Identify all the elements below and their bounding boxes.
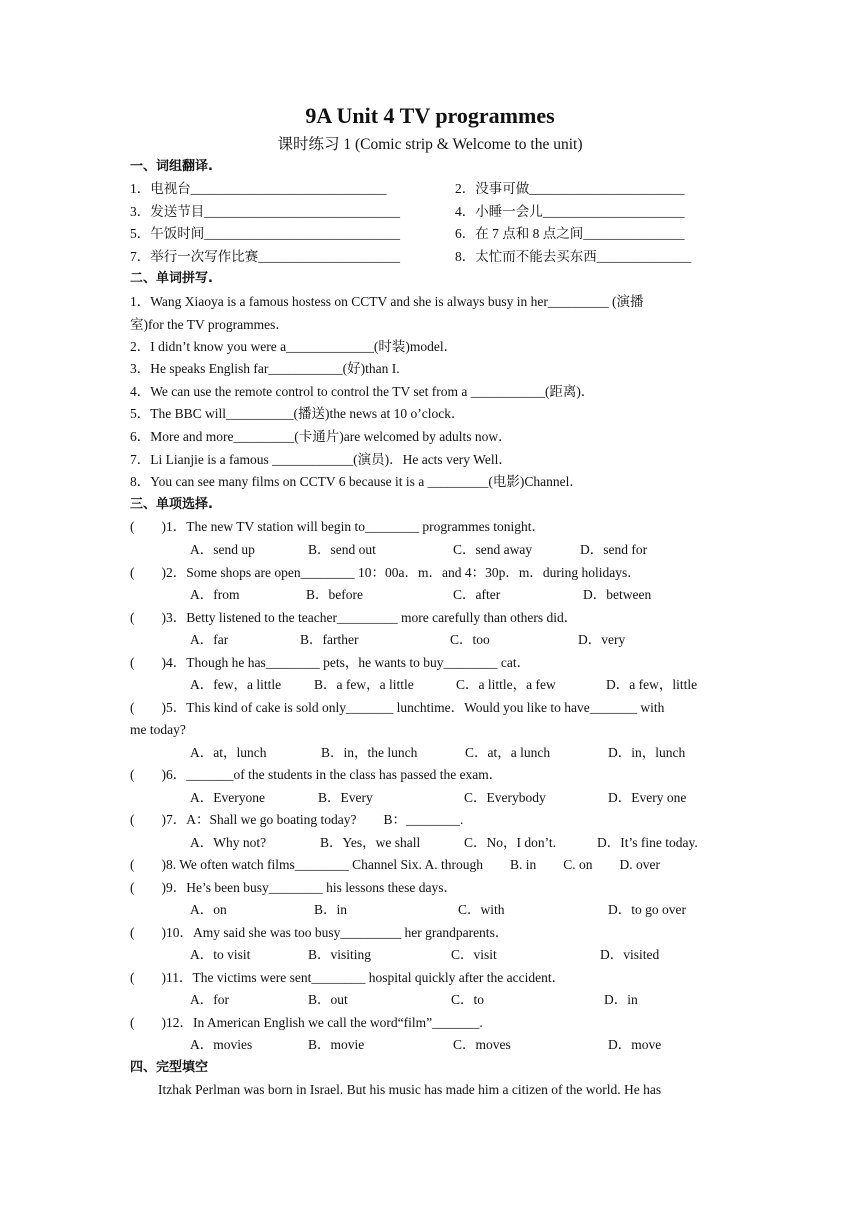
phrase-item: 6．在 7 点和 8 点之间_______________ bbox=[455, 226, 685, 241]
option-c: C．visit bbox=[451, 947, 497, 962]
option-b: B．out bbox=[308, 992, 348, 1007]
section-heading-3: 三、单项选择. bbox=[130, 497, 213, 512]
question-text: ( )7．A：Shall we go boating today? B：________. bbox=[130, 812, 464, 827]
option-d: D．in，lunch bbox=[608, 745, 686, 760]
question-text: ( )9．He’s been busy________ his lessons these days． bbox=[130, 880, 457, 895]
option-a: A．to visit bbox=[190, 947, 251, 962]
option-a: A．Everyone bbox=[190, 790, 265, 805]
option-a: A．Why not? bbox=[190, 835, 267, 850]
option-c: C．at，a lunch bbox=[465, 745, 551, 760]
option-c: C．too bbox=[450, 632, 490, 647]
option-d: D．It’s fine today. bbox=[597, 835, 698, 850]
option-c: C．a little，a few bbox=[456, 677, 556, 692]
option-d: D．visited bbox=[600, 947, 660, 962]
spelling-line: 4．We can use the remote control to control the TV set from a ___________(距离)． bbox=[130, 384, 595, 399]
option-c: C．send away bbox=[453, 542, 533, 557]
spelling-line: 7．Li Lianjie is a famous ____________(演员)．He acts very Well． bbox=[130, 452, 512, 467]
question-text: ( )3．Betty listened to the teacher_________ more carefully than others did． bbox=[130, 610, 578, 625]
option-a: A．from bbox=[190, 587, 240, 602]
question-text: ( )11．The victims were sent________ hospital quickly after the accident． bbox=[130, 970, 566, 985]
phrase-item: 5．午饭时间_____________________________ bbox=[130, 226, 400, 241]
spelling-line: 3．He speaks English far___________(好)than I. bbox=[130, 361, 400, 376]
cloze-passage: Itzhak Perlman was born in Israel. But his music has made him a citizen of the world. He has bbox=[158, 1082, 662, 1097]
option-b: B．in bbox=[314, 902, 348, 917]
question-text: ( )4．Though he has________ pets，he wants to buy________ cat． bbox=[130, 655, 531, 670]
section-heading-2: 二、单词拼写. bbox=[130, 271, 213, 286]
option-c: C．No，I don’t. bbox=[464, 835, 557, 850]
option-c: C．after bbox=[453, 587, 501, 602]
option-d: D．in bbox=[604, 992, 638, 1007]
phrase-item: 2．没事可做_______________________ bbox=[455, 181, 685, 196]
question-text: ( )8. We often watch films________ Channel Six. A. through B. in C. on D. over bbox=[130, 857, 660, 872]
option-b: B．Yes，we shall bbox=[320, 835, 421, 850]
spelling-line: 6．More and more_________(卡通片)are welcomed by adults now． bbox=[130, 429, 512, 444]
question-text: ( )6．_______of the students in the class has passed the exam． bbox=[130, 767, 503, 782]
phrase-item: 4．小睡一会儿_____________________ bbox=[455, 204, 685, 219]
section-heading-4: 四、完型填空 bbox=[130, 1060, 209, 1075]
question-text-cont: me today? bbox=[130, 722, 186, 737]
option-d: D．very bbox=[578, 632, 626, 647]
phrase-item: 3．发送节目_____________________________ bbox=[130, 204, 400, 219]
option-b: B．in，the lunch bbox=[321, 745, 418, 760]
option-d: D．a few，little bbox=[606, 677, 698, 692]
question-text: ( )1．The new TV station will begin to________ programmes tonight． bbox=[130, 519, 545, 534]
option-b: B．movie bbox=[308, 1037, 365, 1052]
spelling-line: 5．The BBC will__________(播送)the news at 10 o’clock． bbox=[130, 406, 465, 421]
option-c: C．Everybody bbox=[464, 790, 546, 805]
option-a: A．movies bbox=[190, 1037, 253, 1052]
spelling-line: 1．Wang Xiaoya is a famous hostess on CCTV and she is always busy in her_________ (演播 bbox=[130, 294, 644, 309]
option-c: C．to bbox=[451, 992, 485, 1007]
option-a: A．send up bbox=[190, 542, 255, 557]
section-heading-1: 一、词组翻译. bbox=[130, 159, 213, 174]
option-a: A．few，a little bbox=[190, 677, 282, 692]
option-b: B．farther bbox=[300, 632, 359, 647]
option-d: D．send for bbox=[580, 542, 648, 557]
option-c: C．with bbox=[458, 902, 505, 917]
option-a: A．far bbox=[190, 632, 229, 647]
page-subtitle: 课时练习 1 (Comic strip & Welcome to the unit) bbox=[277, 136, 583, 153]
spelling-line: 室)for the TV programmes． bbox=[130, 317, 289, 332]
option-b: B．send out bbox=[308, 542, 376, 557]
option-b: B．before bbox=[306, 587, 363, 602]
phrase-item: 8．太忙而不能去买东西______________ bbox=[455, 249, 692, 264]
spelling-line: 2．I didn’t know you were a_____________(时装)model． bbox=[130, 339, 458, 354]
option-a: A．on bbox=[190, 902, 227, 917]
option-b: B．Every bbox=[318, 790, 373, 805]
question-text: ( )10．Amy said she was too busy_________ her grandparents． bbox=[130, 925, 509, 940]
option-d: D．between bbox=[583, 587, 652, 602]
spelling-line: 8．You can see many films on CCTV 6 because it is a _________(电影)Channel． bbox=[130, 474, 583, 489]
phrase-item: 1．电视台_____________________________ bbox=[130, 181, 387, 196]
option-b: B．visiting bbox=[308, 947, 372, 962]
option-b: B．a few，a little bbox=[314, 677, 414, 692]
option-a: A．at，lunch bbox=[190, 745, 267, 760]
option-c: C．moves bbox=[453, 1037, 511, 1052]
page-title: 9A Unit 4 TV programmes bbox=[305, 103, 555, 128]
phrase-item: 7．举行一次写作比赛_____________________ bbox=[130, 249, 400, 264]
option-d: D．Every one bbox=[608, 790, 687, 805]
option-a: A．for bbox=[190, 992, 229, 1007]
question-text: ( )5．This kind of cake is sold only_______ lunchtime．Would you like to have_______ with bbox=[130, 700, 665, 715]
option-d: D．to go over bbox=[608, 902, 686, 917]
question-text: ( )2．Some shops are open________ 10：00a．m．and 4：30p．m．during holidays． bbox=[130, 565, 641, 580]
option-d: D．move bbox=[608, 1037, 662, 1052]
question-text: ( )12．In American English we call the word“film”_______. bbox=[130, 1015, 483, 1030]
